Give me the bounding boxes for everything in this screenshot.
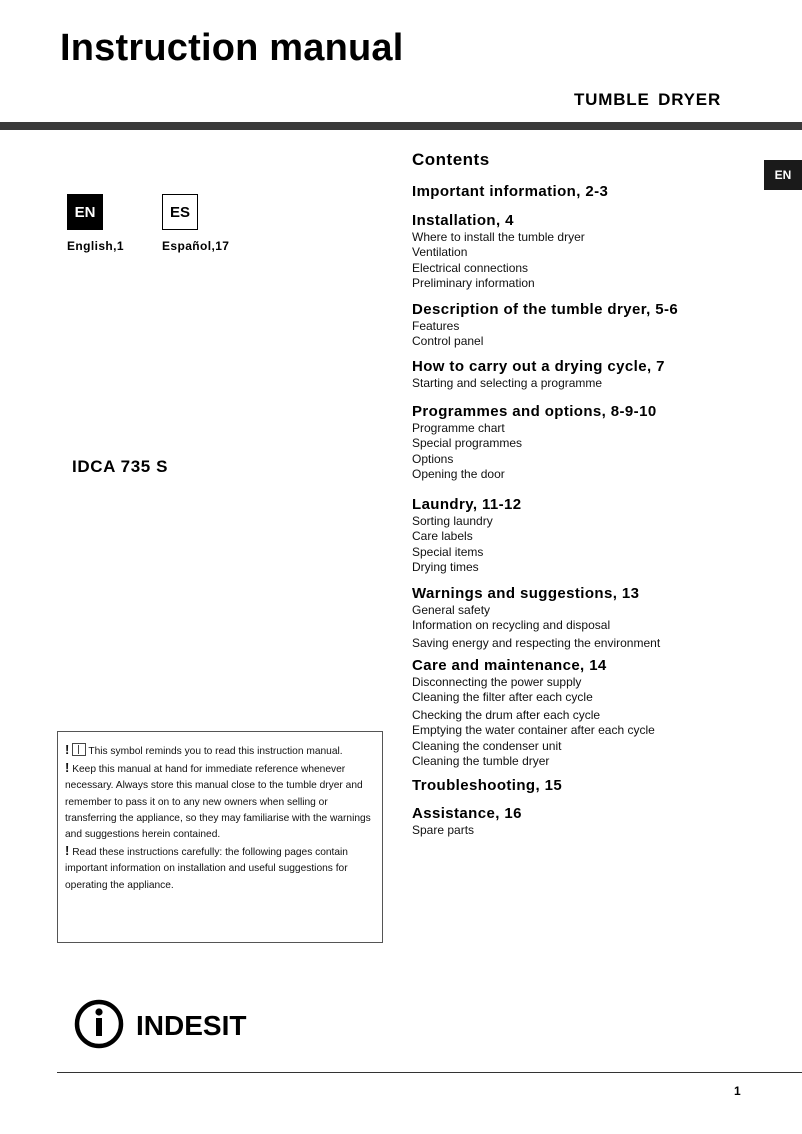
toc-item[interactable]: Information on recycling and disposal xyxy=(412,618,611,633)
toc-item[interactable]: Special items xyxy=(412,544,484,559)
toc-section-important-information xyxy=(412,183,762,201)
toc-item[interactable]: Emptying the water container after each cycle xyxy=(412,723,655,738)
brand-name: INDESIT xyxy=(136,1010,247,1041)
manual-title: Instruction manual xyxy=(60,27,404,69)
language-box-en[interactable]: EN xyxy=(67,194,103,230)
exclamation-icon: ! xyxy=(65,843,70,859)
header-divider-bar xyxy=(0,122,802,130)
note-read-manual xyxy=(65,742,376,760)
toc-item[interactable]: Where to install the tumble dryer xyxy=(412,230,585,244)
toc-item[interactable]: Programme chart xyxy=(412,421,505,435)
toc-section-troubleshooting xyxy=(412,777,762,795)
toc-section-warnings xyxy=(412,585,762,651)
indesit-logo xyxy=(74,997,274,1053)
toc-heading[interactable]: Programmes and options, 8-9-10 xyxy=(412,403,657,420)
toc-heading[interactable]: Warnings and suggestions, 13 xyxy=(412,585,640,602)
toc-heading[interactable]: Troubleshooting, 15 xyxy=(412,777,563,794)
toc-section-laundry xyxy=(412,496,762,576)
toc-item[interactable]: Care labels xyxy=(412,529,473,544)
note-text: Keep this manual at hand for immediate reference whenever necessary. Always store this manual close to the tumble dryer and remember to pass it on to any new owners when selling or transferring the appliance, so they may familiarise with the warnings and suggestions herein contained. xyxy=(65,764,371,841)
toc-item[interactable]: Options xyxy=(412,451,454,466)
toc-item[interactable]: Control panel xyxy=(412,334,484,349)
language-box-es[interactable]: ES xyxy=(162,194,198,230)
footer-divider xyxy=(57,1072,802,1073)
toc-section-care-maintenance xyxy=(412,657,762,769)
toc-item[interactable]: General safety xyxy=(412,603,491,617)
toc-heading[interactable]: Installation, 4 xyxy=(412,212,514,229)
model-number: IDCA 735 S xyxy=(72,457,169,476)
toc-item[interactable]: Starting and selecting a programme xyxy=(412,376,603,390)
toc-item[interactable]: Electrical connections xyxy=(412,260,529,275)
toc-section-assistance xyxy=(412,805,762,838)
note-read-carefully xyxy=(65,843,376,894)
toc-heading[interactable]: How to carry out a drying cycle, 7 xyxy=(412,358,665,375)
toc-item[interactable]: Cleaning the tumble dryer xyxy=(412,754,550,769)
toc-section-installation xyxy=(412,212,762,292)
toc-section-description xyxy=(412,301,762,350)
toc-item[interactable]: Checking the drum after each cycle xyxy=(412,707,601,722)
toc-heading[interactable]: Description of the tumble dryer, 5-6 xyxy=(412,301,679,318)
toc-item[interactable]: Spare parts xyxy=(412,823,475,837)
toc-item[interactable]: Special programmes xyxy=(412,436,523,451)
language-label-en[interactable]: English,1 xyxy=(67,239,124,253)
page-number: 1 xyxy=(734,1084,741,1098)
product-type: TUMBLE DRYER xyxy=(574,90,722,109)
manual-book-icon xyxy=(72,743,86,756)
toc-item[interactable]: Ventilation xyxy=(412,245,468,260)
toc-item[interactable]: Drying times xyxy=(412,560,479,575)
exclamation-icon: ! xyxy=(65,760,70,776)
language-label-es[interactable]: Español,17 xyxy=(162,239,230,253)
toc-item[interactable]: Opening the door xyxy=(412,467,505,482)
toc-heading[interactable]: Assistance, 16 xyxy=(412,805,522,822)
toc-item[interactable]: Cleaning the filter after each cycle xyxy=(412,690,593,705)
contents-title: Contents xyxy=(412,150,490,169)
language-side-tab: EN xyxy=(764,160,802,190)
note-text: Read these instructions carefully: the following pages contain important information on installation and useful suggestions for operating the appliance. xyxy=(65,847,348,891)
toc-item[interactable]: Preliminary information xyxy=(412,276,535,291)
note-keep-manual xyxy=(65,760,376,843)
toc-item[interactable]: Features xyxy=(412,319,460,333)
toc-item[interactable]: Sorting laundry xyxy=(412,514,493,528)
toc-section-drying-cycle xyxy=(412,358,762,391)
toc-item[interactable]: Cleaning the condenser unit xyxy=(412,738,562,753)
toc-section-programmes xyxy=(412,403,762,483)
toc-heading[interactable]: Care and maintenance, 14 xyxy=(412,657,607,674)
note-text: This symbol reminds you to read this instruction manual. xyxy=(88,746,343,757)
toc-heading[interactable]: Important information, 2-3 xyxy=(412,183,609,200)
toc-item[interactable]: Saving energy and respecting the environment xyxy=(412,635,661,650)
exclamation-icon: ! xyxy=(65,742,70,757)
safety-notes-box xyxy=(57,731,383,943)
toc-item[interactable]: Disconnecting the power supply xyxy=(412,675,582,689)
toc-heading[interactable]: Laundry, 11-12 xyxy=(412,496,522,513)
